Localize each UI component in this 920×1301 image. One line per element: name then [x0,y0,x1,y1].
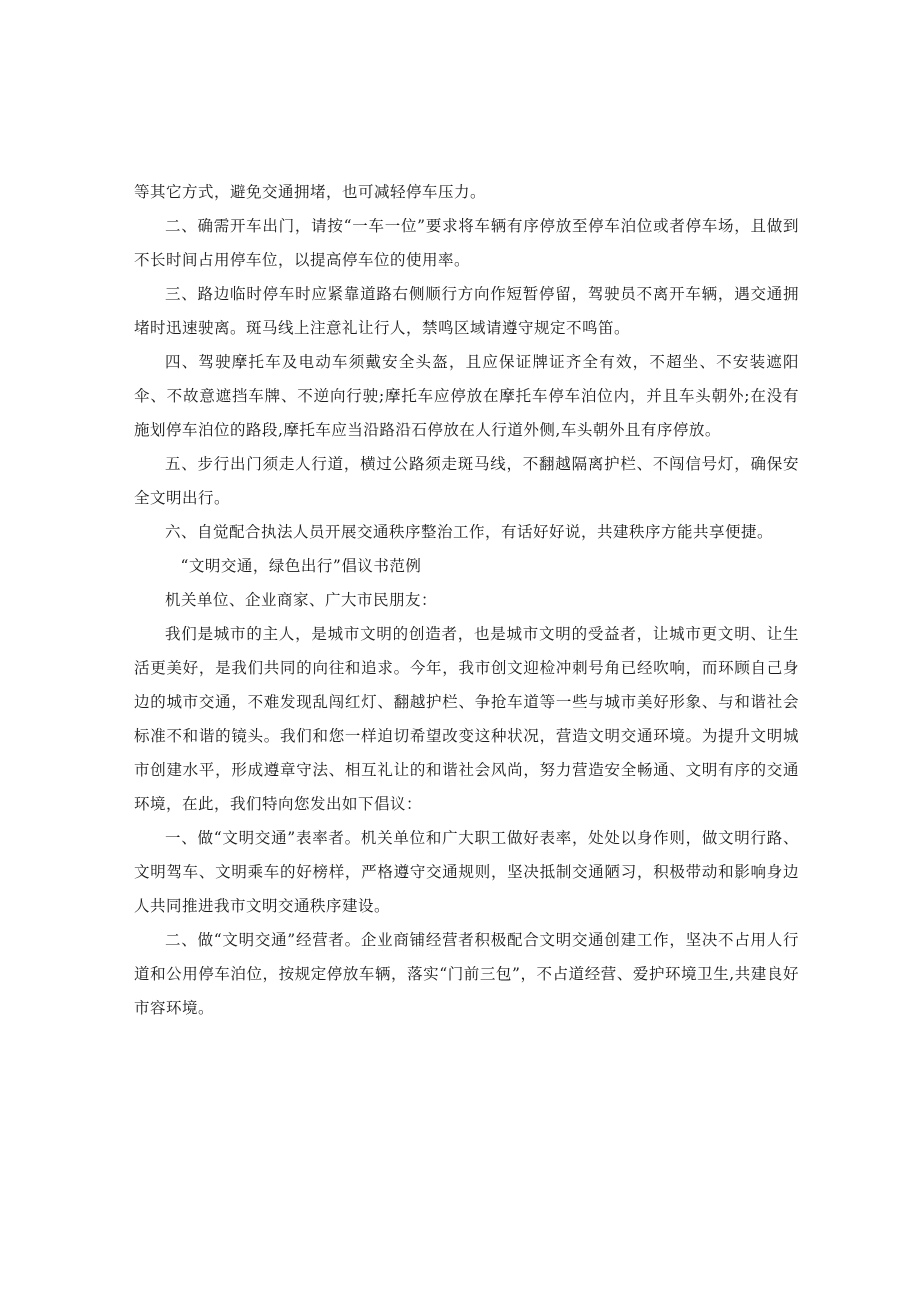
paragraph-proposal-2: 二、做“文明交通”经营者。企业商铺经营者积极配合文明交通创建工作，坚决不占用人行道和公用停车泊位，按规定停放车辆，落实“门前三包”，不占道经营、爱护环境卫生,共建良好市容环境。 [134,931,799,1017]
paragraph-intro: 我们是城市的主人，是城市文明的创造者，也是城市文明的受益者，让城市更文明、让生活更美好，是我们共同的向往和追求。今年，我市创文迎检冲刺号角已经吹响，而环顾自己身边的城市交通，不难发现乱闯红灯、翻越护栏、争抢车道等一些与城市美好形象、与和谐社会标准不和谐的镜头。我们和您一样迫切希望改变这种状况，营造文明交通环境。为提升文明城市创建水平，形成遵章守法、相互礼让的和谐社会风尚，努力营造安全畅通、文明有序的交通环境，在此，我们特向您发出如下倡议： [134,625,799,813]
paragraph-proposal-1: 一、做“文明交通”表率者。机关单位和广大职工做好表率，处处以身作则，做文明行路、文明驾车、文明乘车的好榜样，严格遵守交通规则，坚决抵制交通陋习，积极带动和影响身边人共同推进我市文明交通秩序建设。 [134,829,799,915]
proposal-title: “文明交通，绿色出行”倡议书范例 [180,557,422,575]
document-body [134,175,799,1025]
paragraph-item-2: 二、确需开车出门，请按“一车一位”要求将车辆有序停放至停车泊位或者停车场，且做到不长时间占用停车位，以提高停车位的使用率。 [134,217,799,269]
paragraph-item-3: 三、路边临时停车时应紧靠道路右侧顺行方向作短暂停留，驾驶员不离开车辆，遇交通拥堵时迅速驶离。斑马线上注意礼让行人，禁鸣区域请遵守规定不鸣笛。 [134,285,799,337]
paragraph-item-6: 六、自觉配合执法人员开展交通秩序整治工作，有话好好说，共建秩序方能共享便捷。 [165,523,774,541]
salutation: 机关单位、企业商家、广大市民朋友： [165,591,438,609]
paragraph-item-4: 四、驾驶摩托车及电动车须戴安全头盔，且应保证牌证齐全有效，不超坐、不安装遮阳伞、不故意遮挡车牌、不逆向行驶;摩托车应停放在摩托车停车泊位内，并且车头朝外;在没有施划停车泊位的路段,摩托车应当沿路沿石停放在人行道外侧,车头朝外且有序停放。 [134,353,799,439]
paragraph-item-5: 五、步行出门须走人行道，横过公路须走斑马线，不翻越隔离护栏、不闯信号灯，确保安全文明出行。 [134,455,799,507]
paragraph-continuation: 等其它方式，避免交通拥堵，也可减轻停车压力。 [134,183,487,201]
